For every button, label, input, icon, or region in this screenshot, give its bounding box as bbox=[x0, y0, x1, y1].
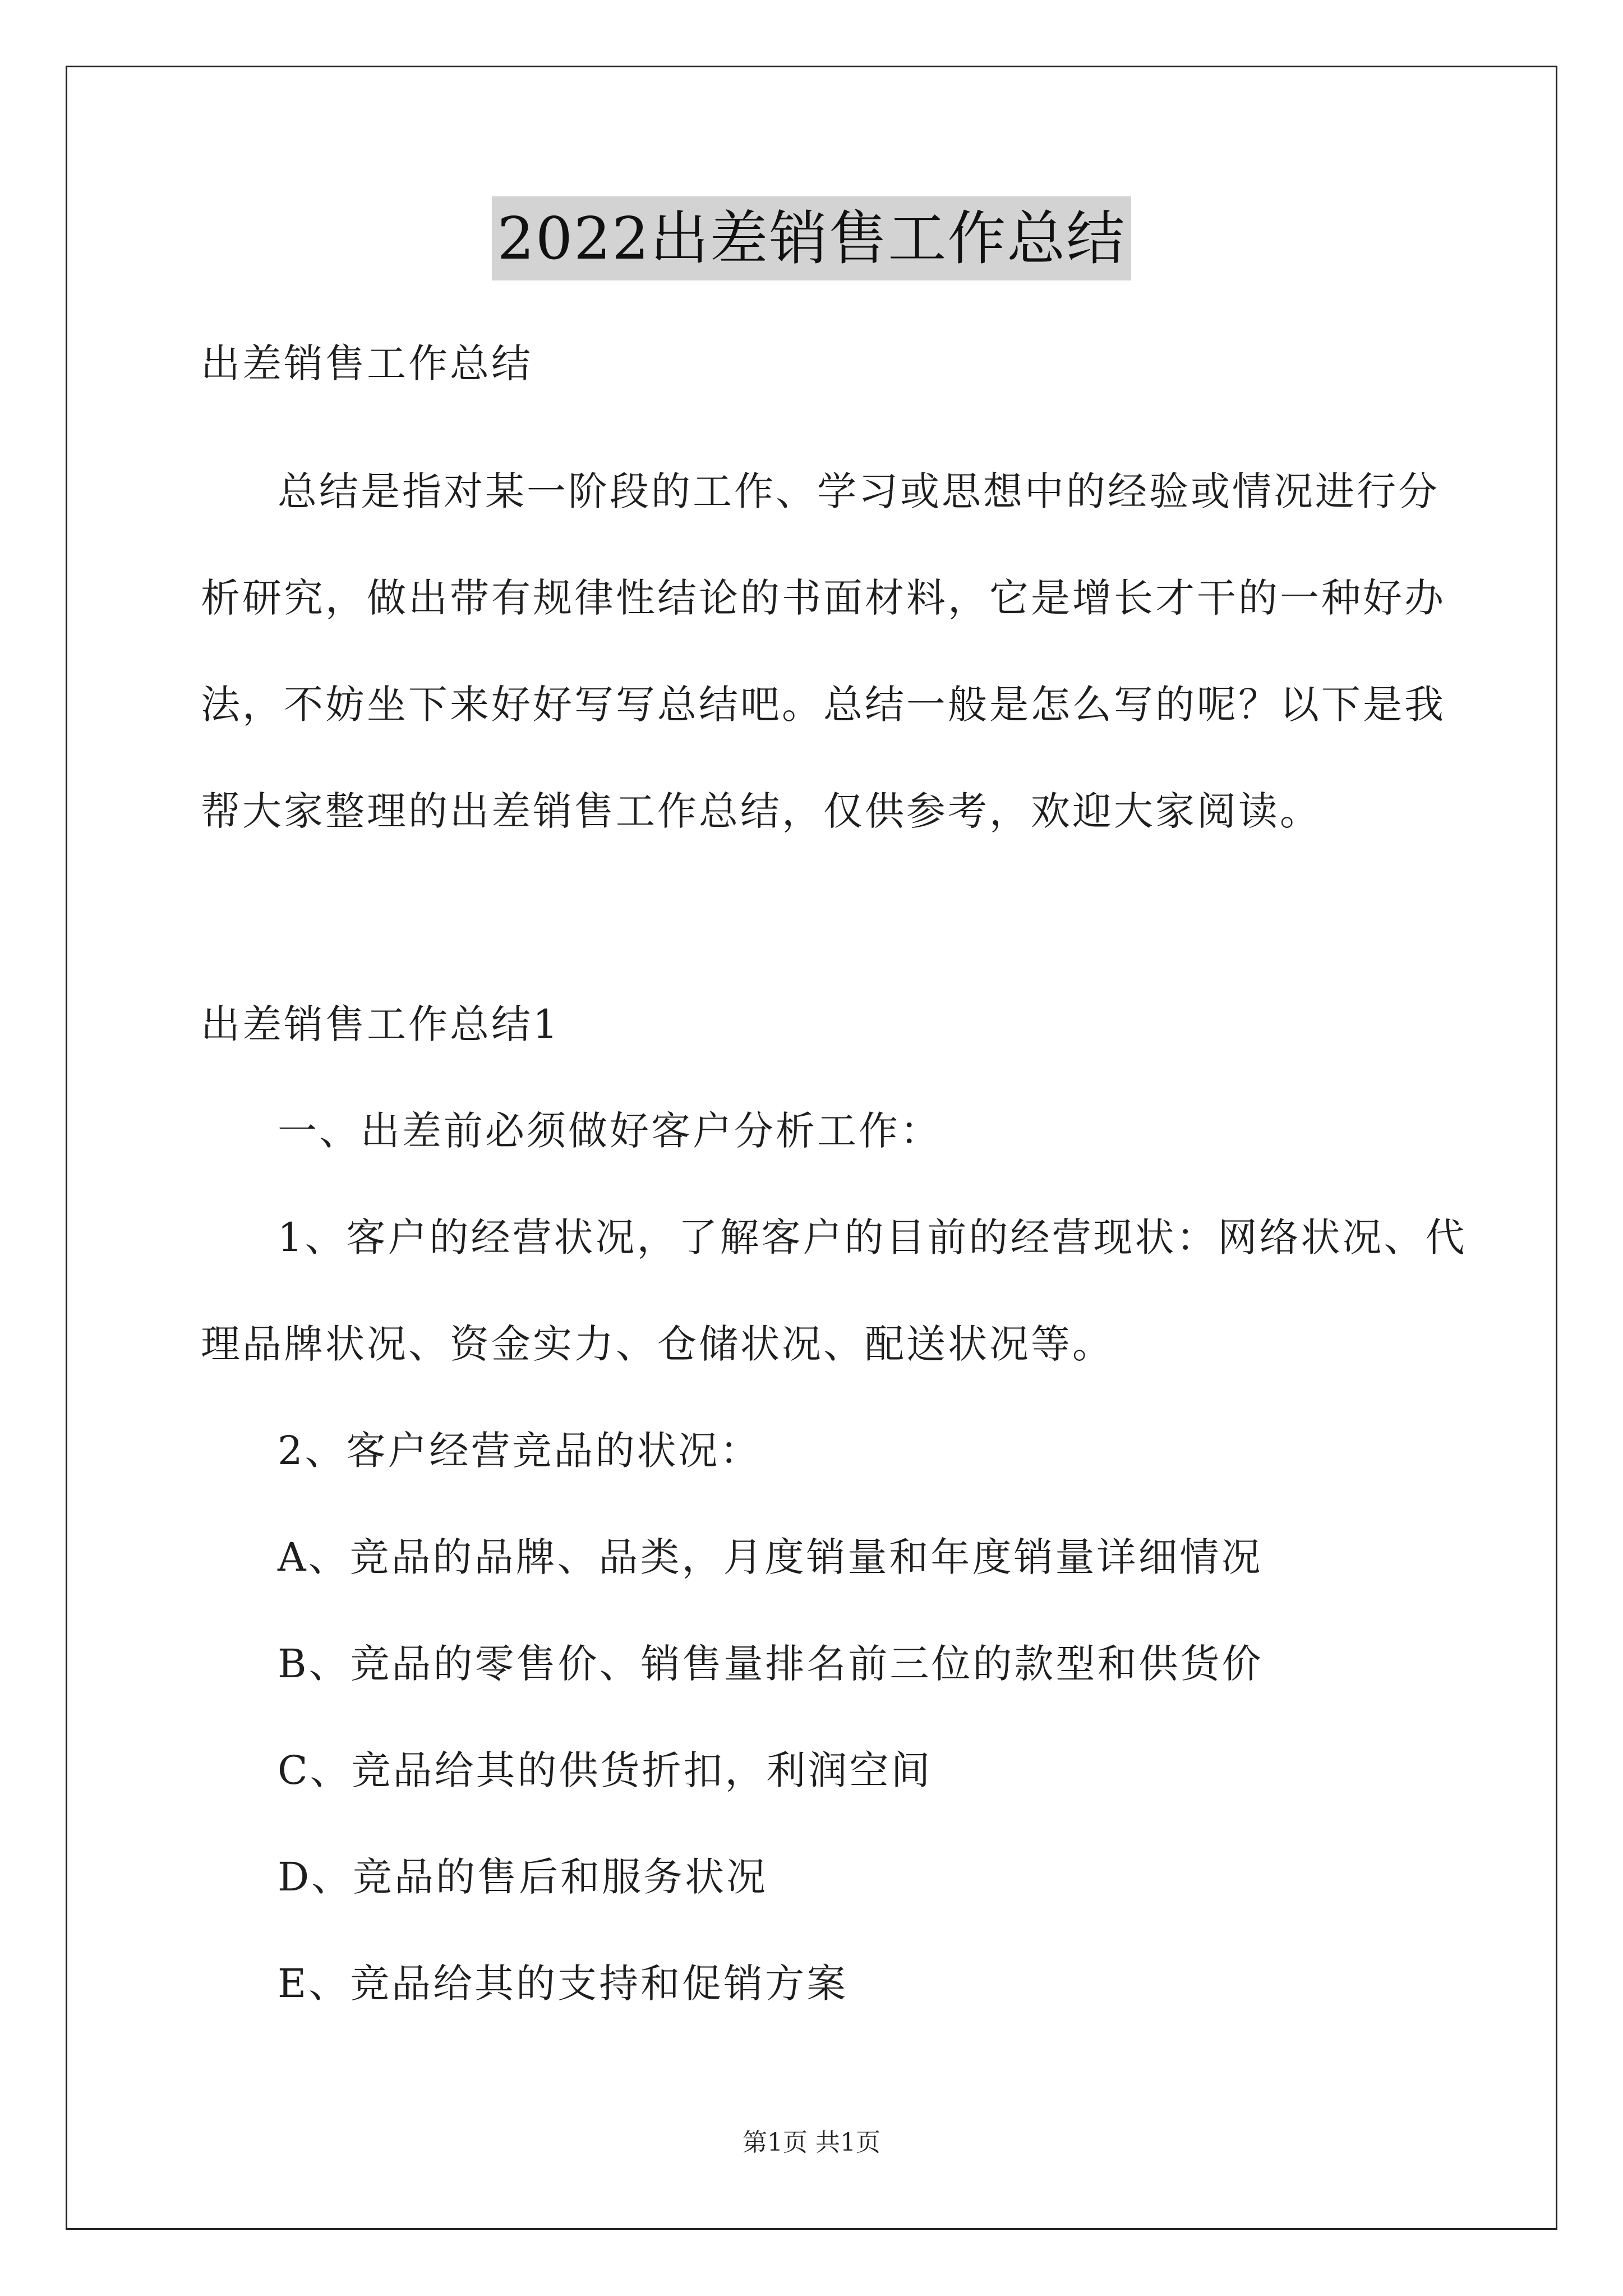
page-footer: 第1页 共1页 bbox=[743, 2128, 880, 2157]
paragraph-line: 2、客户经营竞品的状况： bbox=[278, 1428, 762, 1474]
paragraph-line: 帮大家整理的出差销售工作总结，仅供参考，欢迎大家阅读。 bbox=[201, 788, 1321, 834]
section-heading: 出差销售工作总结1 bbox=[201, 1001, 560, 1047]
paragraph-line: 法，不妨坐下来好好写写总结吧。总结一般是怎么写的呢？以下是我 bbox=[201, 682, 1446, 728]
list-item: D、竞品的售后和服务状况 bbox=[278, 1854, 768, 1900]
list-item: B、竞品的零售价、销售量排名前三位的款型和供货价 bbox=[278, 1641, 1264, 1687]
paragraph-line: 理品牌状况、资金实力、仓储状况、配送状况等。 bbox=[201, 1321, 1114, 1367]
paragraph-line: 一、出差前必须做好客户分析工作： bbox=[278, 1108, 942, 1154]
list-item: E、竞品给其的支持和促销方案 bbox=[278, 1961, 849, 2007]
list-item: A、竞品的品牌、品类，月度销量和年度销量详细情况 bbox=[278, 1534, 1263, 1580]
list-item: C、竞品给其的供货折扣，利润空间 bbox=[278, 1747, 933, 1793]
document-title: 2022出差销售工作总结 bbox=[492, 196, 1132, 280]
paragraph-line: 总结是指对某一阶段的工作、学习或思想中的经验或情况进行分 bbox=[278, 468, 1440, 514]
paragraph-line: 析研究，做出带有规律性结论的书面材料，它是增长才干的一种好办 bbox=[201, 575, 1446, 621]
section-heading: 出差销售工作总结 bbox=[201, 341, 533, 386]
title-container bbox=[0, 196, 1623, 280]
paragraph-line: 1、客户的经营状况，了解客户的目前的经营现状：网络状况、代 bbox=[278, 1214, 1467, 1260]
